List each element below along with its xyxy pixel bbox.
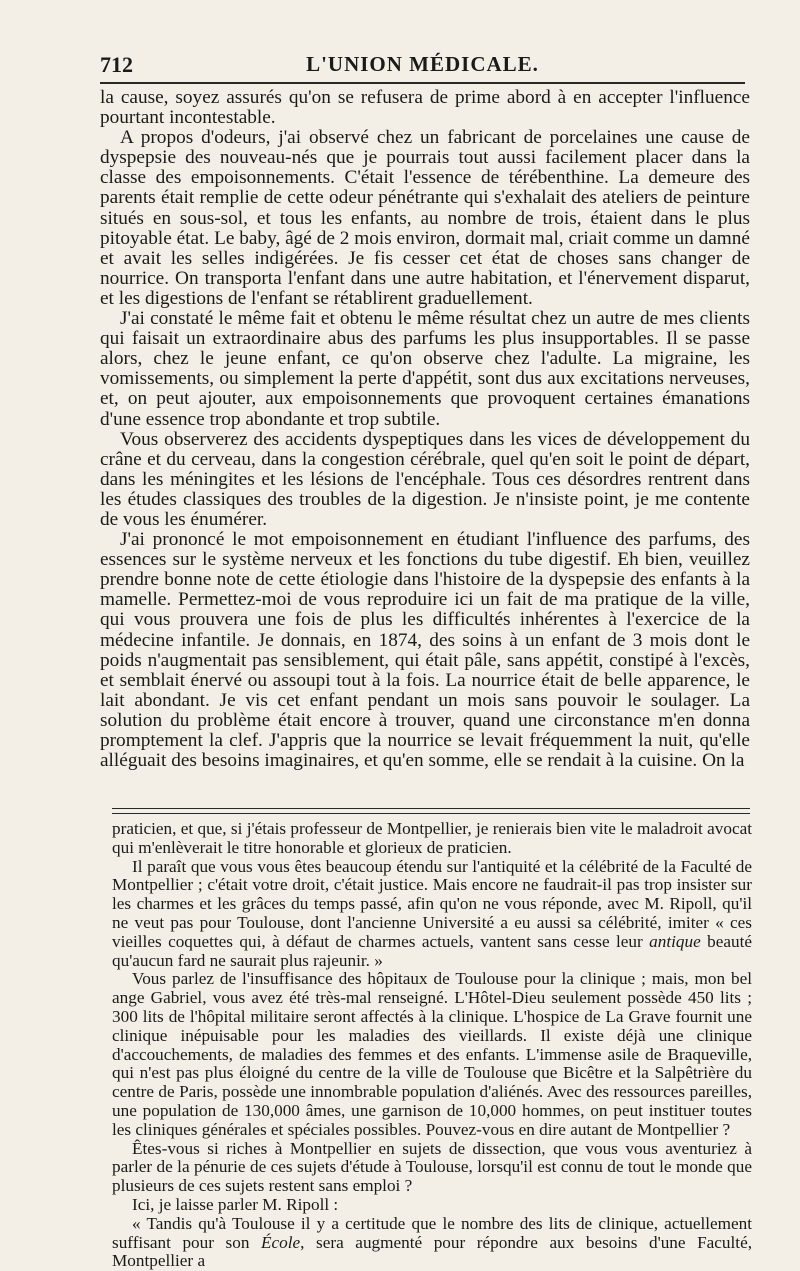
italic-word: antique — [649, 931, 701, 951]
feuilleton-separator — [112, 808, 750, 814]
paragraph: J'ai constaté le même fait et obtenu le même résultat chez un autre de mes clients qui faisait un extraordinaire abus des parfums les plus insupportables. Il se passe alors, chez le jeune enfant, ce qu'on observe chez l'adulte. La migraine, les vomissements, ou simplement la perte d'appétit, sont dus aux excitations nerveuses, et, on peut ajouter, aux empoisonnements que provoquent certaines émanations d'une essence trop abondante et trop subtile. — [100, 308, 750, 430]
running-title: L'UNION MÉDICALE. — [306, 52, 539, 76]
feuilleton-paragraph — [112, 1215, 752, 1271]
page-header — [100, 52, 745, 80]
italic-word: École — [261, 1232, 301, 1252]
feuilleton-text — [112, 820, 752, 1271]
text-run: Il paraît que vous vous êtes beaucoup étendu sur l'antiquité et la célébrité de la Faculté de Montpellier ; c'était votre droit, c'était justice. Mais encore ne faudrait-il pas trop insister sur les charmes et les grâces du temps passé, afin qu'on ne vous réponde, avec M. Ripoll, qu'il ne veut pas pour Toulouse, dont l'ancienne Université a eu aussi sa célébrité, imiter « ces vieilles coquettes qui, à défaut de charmes actuels, vantent sans cesse leur — [112, 856, 752, 951]
feuilleton-paragraph: praticien, et que, si j'étais professeur de Montpellier, je renierais bien vite le maladroit avocat qui m'enlèverait le titre honorable et glorieux de praticien. — [112, 819, 752, 857]
paragraph: la cause, soyez assurés qu'on se refusera de prime abord à en accepter l'influence pourtant incontestable. — [100, 87, 750, 129]
paragraph: J'ai prononcé le mot empoisonnement en étudiant l'influence des parfums, des essences sur le système nerveux et les fonctions du tube digestif. Eh bien, veuillez prendre bonne note de cette étiologie dans l'histoire de la dyspepsie des enfants à la mamelle. Permettez-moi de vous reproduire ici un fait de ma pratique de la ville, qui vous prouvera une fois de plus les difficultés inhérentes à l'exercice de la médecine infantile. Je donnais, en 1874, des soins à un enfant de 3 mois dont le poids n'augmentait pas sensiblement, qui était pâle, sans appétit, constipé à l'excès, et semblait énervé ou assoupi tout à la fois. La nourrice était de belle apparence, le lait abondant. Je vis cet enfant pendant un mois sans pouvoir le soulager. La solution du problème était encore à trouver, quand une circonstance m'en donna promptement la clef. J'appris que la nourrice se levait fréquemment la nuit, qu'elle alléguait des besoins imaginaires, et qu'en somme, elle se rendait à la cuisine. On la — [100, 529, 750, 772]
paragraph: Vous observerez des accidents dyspeptiques dans les vices de développement du crâne et du cerveau, dans la congestion cérébrale, quel qu'en soit le point de départ, dans les méningites et les lésions de l'encéphale. Tous ces désordres rentrent dans les études classiques des troubles de la digestion. Je n'insiste point, je me contente de vous les énumérer. — [100, 428, 750, 530]
text-run: « Tandis qu'à Toulouse il y a certitude que le nombre des lits de clinique, actuellement suffisant pour son — [112, 1213, 752, 1252]
main-text — [100, 88, 750, 771]
paragraph: A propos d'odeurs, j'ai observé chez un fabricant de porcelaines une cause de dyspepsie des nouveau-nés que je pourrais tout aussi facilement placer dans la classe des empoisonnements. C'était l'essence de térébenthine. La demeure des parents était remplie de cette odeur pénétrante qui s'exhalait des ateliers de peinture situés en sous-sol, et tous les enfants, au nombre de trois, étaient dans le plus pitoyable état. Le baby, âgé de 2 mois environ, dormait mal, criait comme un damné et avait les selles indigérées. Je fis cesser cet état de choses sans changer de nourrice. On transporta l'enfant dans une autre habitation, et l'énervement disparut, et les digestions de l'enfant se rétablirent graduellement. — [100, 127, 750, 309]
feuilleton-paragraph — [112, 858, 752, 971]
page-number: 712 — [100, 52, 133, 77]
feuilleton-paragraph: Êtes-vous si riches à Montpellier en sujets de dissection, que vous vous aventuriez à parler de la pénurie de ces sujets d'étude à Toulouse, lorsqu'il est connu de tout le monde que plusieurs de ces sujets restent sans emploi ? — [112, 1138, 752, 1196]
text-run: , sera augmenté pour répondre aux besoins d'une Faculté, Montpellier a — [112, 1232, 752, 1271]
feuilleton-paragraph: Ici, je laisse parler M. Ripoll : — [132, 1194, 339, 1214]
text-run: beauté qu'aucun fard ne saurait plus rajeunir. » — [112, 931, 752, 970]
feuilleton-paragraph: Vous parlez de l'insuffisance des hôpitaux de Toulouse pour la clinique ; mais, mon bel ange Gabriel, vous avez été très-mal renseigné. L'Hôtel-Dieu seulement possède 450 lits ; 300 lits de l'hôpital militaire seront affectés à la clinique. L'hospice de La Grave fournit une clinique inépuisable pour les maladies des vieillards. Il existe déjà une clinique d'accouchements, de maladies des femmes et des enfants. L'immense asile de Braqueville, qui n'est pas plus éloigné du centre de la ville de Toulouse que Bicêtre et la Salpêtrière du centre de Paris, possède une innombrable population d'aliénés. Avec des ressources pareilles, une population de 130,000 âmes, une garnison de 10,000 hommes, on peut instituer toutes les cliniques générales et spéciales possibles. Pouvez-vous en dire autant de Montpellier ? — [112, 969, 752, 1139]
header-rule — [100, 82, 745, 84]
